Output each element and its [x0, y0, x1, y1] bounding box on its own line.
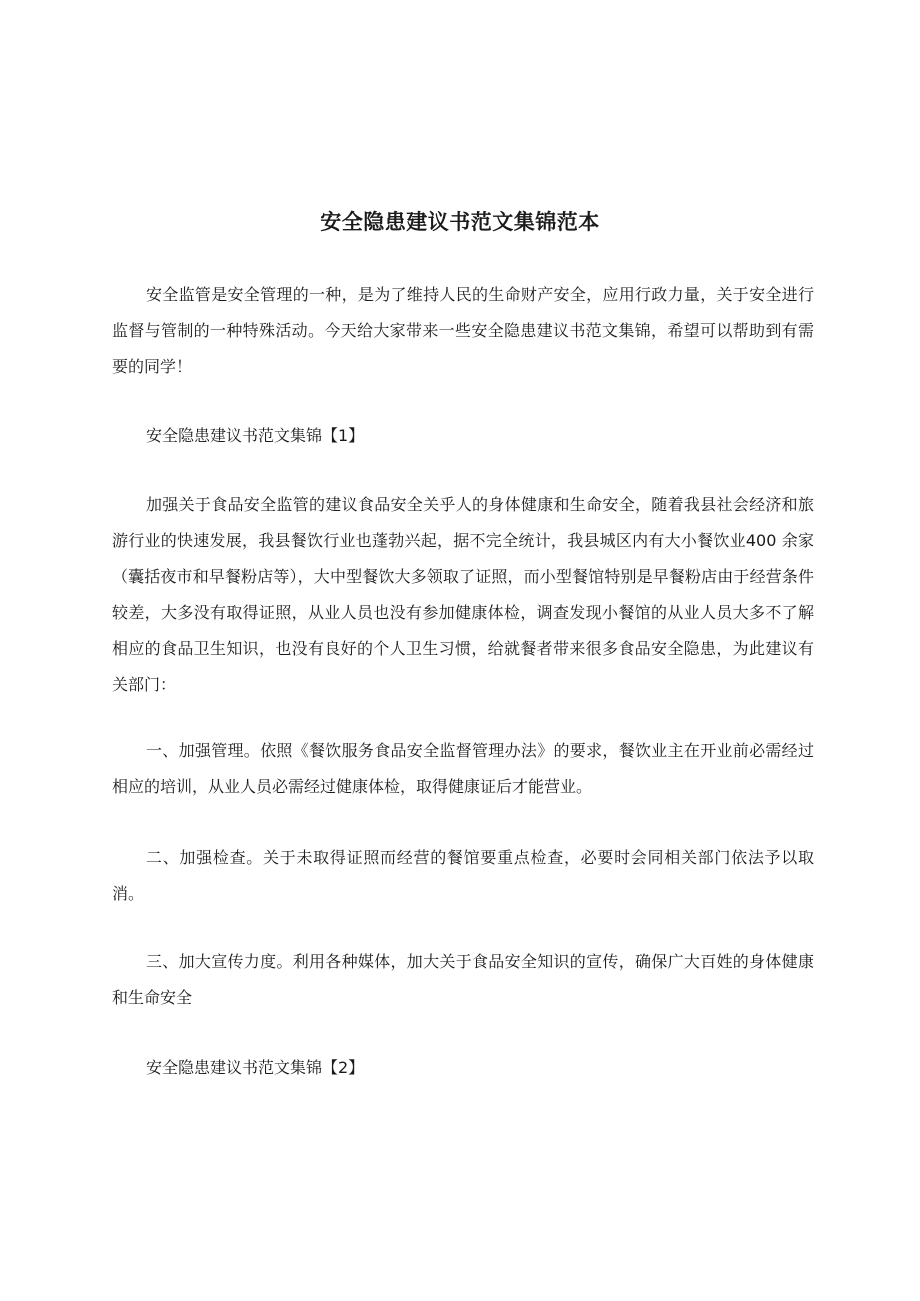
point-3-paragraph: 三、加大宣传力度。利用各种媒体，加大关于食品安全知识的宣传，确保广大百姓的身体健康和生命安全 [112, 952, 814, 1007]
section-2-heading: 安全隐患建议书范文集锦【2】 [146, 1058, 365, 1077]
intro-paragraph: 安全监管是安全管理的一种，是为了维持人民的生命财产安全，应用行政力量，关于安全进行监督与管制的一种特殊活动。今天给大家带来一些安全隐患建议书范文集锦，希望可以帮助到有需要的同学！ [112, 285, 814, 376]
point-1-paragraph: 一、加强管理。依照《餐饮服务食品安全监督管理办法》的要求，餐饮业主在开业前必需经过相应的培训，从业人员必需经过健康体检，取得健康证后才能营业。 [112, 741, 814, 796]
section-1-heading: 安全隐患建议书范文集锦【1】 [146, 426, 365, 445]
section-1-body-paragraph: 加强关于食品安全监管的建议食品安全关乎人的身体健康和生命安全，随着我县社会经济和旅游行业的快速发展，我县餐饮行业也蓬勃兴起，据不完全统计，我县城区内有大小餐饮业400 余家（囊括夜市和早餐粉店等），大中型餐饮大多领取了证照，而小型餐馆特别是早餐粉店由于经营条件较差，大多没有取得证照，从业人员也没有参加健康体检，调查发现小餐馆的从业人员大多不了解相应的食品卫生知识，也没有良好的个人卫生习惯，给就餐者带来很多食品安全隐患，为此建议有关部门： [112, 495, 814, 694]
document-title: 安全隐患建议书范文集锦范本 [320, 210, 600, 234]
point-2-paragraph: 二、加强检查。关于未取得证照而经营的餐馆要重点检查，必要时会同相关部门依法予以取消。 [112, 848, 814, 903]
